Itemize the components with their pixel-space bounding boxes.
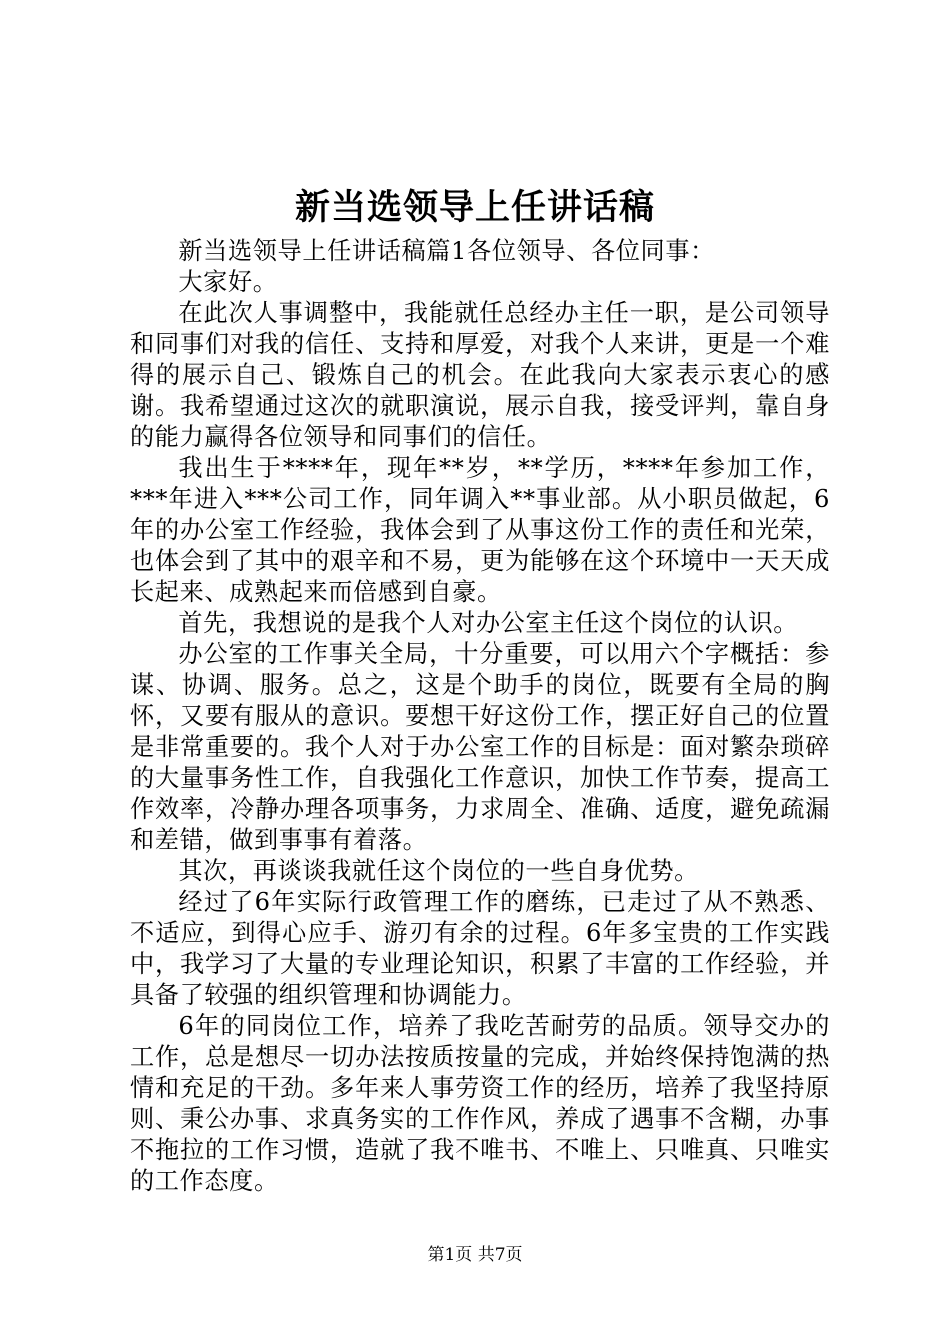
paragraph-hello: 大家好。 [178, 268, 278, 296]
paragraph-qualities: 6年的同岗位工作，培养了我吃苦耐劳的品质。领导交办的工作，总是想尽一切办法按质按量的完成，并始终保持饱满的热情和充足的干劲。多年来人事劳资工作的经历，培养了我坚持原则、秉公办事、求真务实的工作作风，养成了遇事不含糊，办事不拖拉的工作习惯，造就了我不唯书、不唯上、只唯真、只唯实的工作态度。 [130, 1012, 830, 1195]
paragraph-first-point: 首先，我想说的是我个人对办公室主任这个岗位的认识。 [178, 609, 799, 637]
paragraph-background: 我出生于****年，现年**岁，**学历，****年参加工作，***年进入***公司工作，同年调入**事业部。从小职员做起，6年的办公室工作经验，我体会到了从事这份工作的责任和光荣，也体会到了其中的艰辛和不易，更为能够在这个环境中一天天成长起来、成熟起来而倍感到自豪。 [130, 454, 830, 606]
paragraph-second-point: 其次，再谈谈我就任这个岗位的一些自身优势。 [178, 857, 699, 885]
document-body [130, 236, 830, 1197]
page-footer: 第1页 共7页 [427, 1245, 523, 1265]
document-title: 新当选领导上任讲话稿 [294, 187, 655, 228]
paragraph-experience: 经过了6年实际行政管理工作的磨练，已走过了从不熟悉、不适应，到得心应手、游刃有余的过程。6年多宝贵的工作实践中，我学习了大量的专业理论知识，积累了丰富的工作经验，并具备了较强的组织管理和协调能力。 [130, 888, 830, 1009]
paragraph-appointment: 在此次人事调整中，我能就任总经办主任一职，是公司领导和同事们对我的信任、支持和厚爱，对我个人来讲，更是一个难得的展示自己、锻炼自己的机会。在此我向大家表示衷心的感谢。我希望通过这次的就职演说，展示自我，接受评判，靠自身的能力赢得各位领导和同事们的信任。 [130, 299, 830, 451]
paragraph-greeting: 新当选领导上任讲话稿篇1各位领导、各位同事： [178, 237, 715, 265]
paragraph-office-role: 办公室的工作事关全局，十分重要，可以用六个字概括：参谋、协调、服务。总之，这是个助手的岗位，既要有全局的胸怀，又要有服从的意识。要想干好这份工作，摆正好自己的位置是非常重要的。我个人对于办公室工作的目标是：面对繁杂琐碎的大量事务性工作，自我强化工作意识，加快工作节奏，提高工作效率，冷静办理各项事务，力求周全、准确、适度，避免疏漏和差错，做到事事有着落。 [130, 640, 830, 854]
